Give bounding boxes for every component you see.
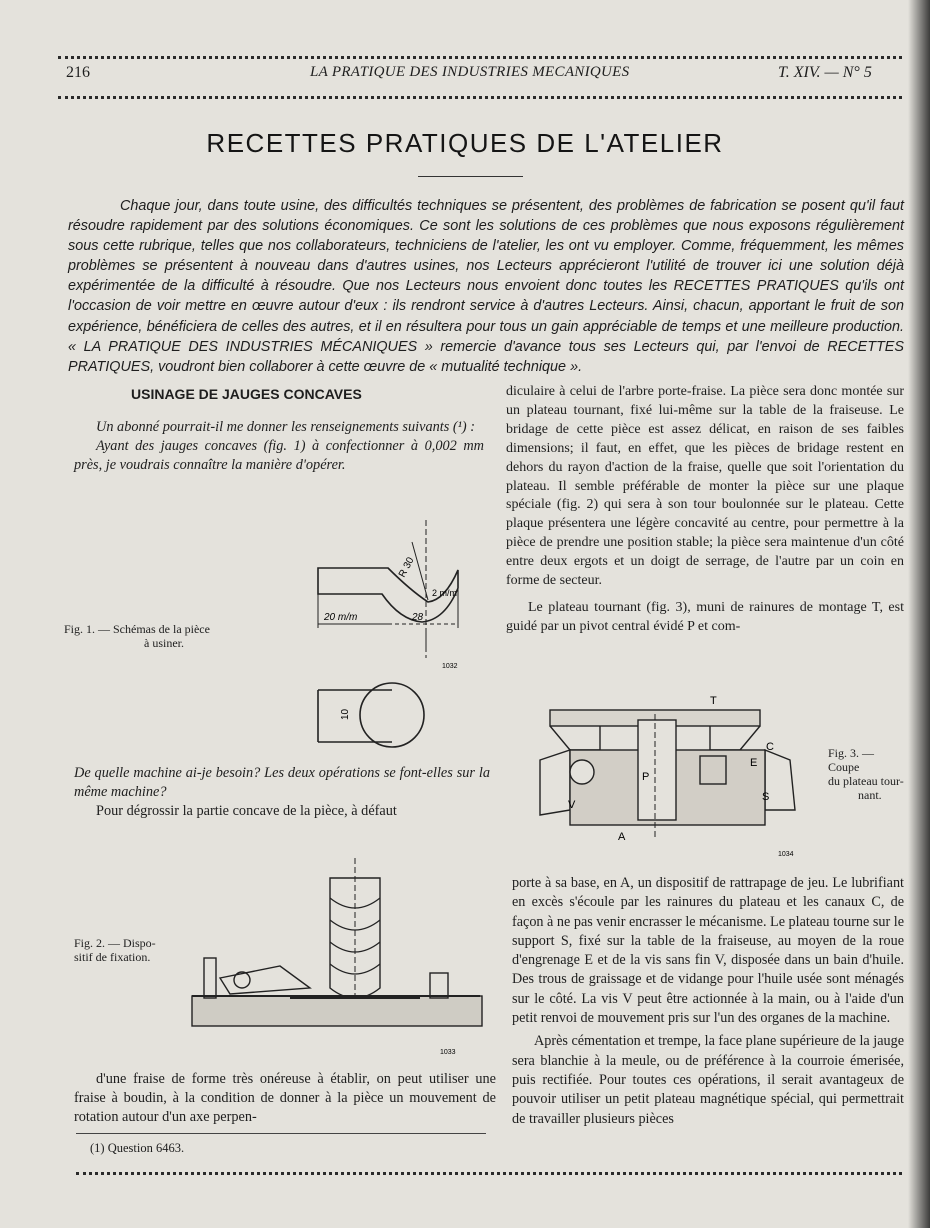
right-paragraph-2: Le plateau tournant (fig. 3), muni de rainures de montage T, est guidé par un pivot central évidé P et com- <box>506 599 904 634</box>
fig1-plate-number: 1032 <box>442 663 458 670</box>
volume-number: T. XIV. — N° 5 <box>778 64 872 81</box>
right-column-bottom <box>512 874 904 1129</box>
right-paragraph-1: diculaire à celui de l'arbre porte-fraise. La pièce sera donc montée sur un plateau tournant, fixé lui-même sur la table de la fraiseuse. Le bridage de cette pièce est assez délicat, en raison de ses faibles dimensions; il faut, en effet, que les pièces de bridage restent en dehors du rayon d'action de la fraise, quelle que soit l'orientation du plateau. Il semble préférable de monter la pièce sur une plaque spéciale (fig. 2) qui sera à son tour boulonnée sur le plateau. Cette plaque présentera une légère concavité au centre, pour permettre à la pièce de prendre une position stable; la pièce sera maintenue d'un côté entre deux ergots et un doigt de serrage, de l'autre par un coin en forme de secteur. <box>506 384 904 589</box>
fig3-label-E: E <box>750 757 758 769</box>
fig1-drawing <box>300 520 480 770</box>
fig1-dim-10: 10 <box>340 708 351 720</box>
left-paragraph-4: Pour dégrossir la partie concave de la pièce, à défaut <box>96 803 397 820</box>
title-underline <box>418 176 523 177</box>
fig1-dim-2: 2 m/m <box>432 588 458 598</box>
fig3-label-S: S <box>762 791 770 803</box>
fig3-label-P: P <box>642 771 650 783</box>
left-paragraph-1: Un abonné pourrait-il me donner les renseignements suivants (¹) : <box>96 419 475 435</box>
fig3-caption <box>828 746 908 802</box>
footnote: (1) Question 6463. <box>90 1141 185 1155</box>
intro-paragraph <box>68 196 904 377</box>
fig3-caption-line3: nant. <box>858 788 882 802</box>
fig1-dim-radius: R 30 <box>396 555 417 580</box>
left-column-bottom <box>74 1070 496 1128</box>
fig1-caption-line1: Fig. 1. — Schémas de la pièce <box>64 622 210 636</box>
fig3-label-C: C <box>766 741 774 753</box>
journal-title: LA PRATIQUE DES INDUSTRIES MECANIQUES <box>310 64 630 80</box>
header-top-rule <box>58 56 902 59</box>
right-paragraph-3: porte à sa base, en A, un dispositif de rattrapage de jeu. Le lubrifiant en excès s'écoule par les rainures du plateau et les canaux C, de façon à ne pas venir encrasser le mécanisme. Le plateau tourne sur le support S, fixé sur la table de la fraiseuse, au moyen de la roue d'engrenage E et de la vis sans fin V, disposée dans un bain d'huile. Des trous de graissage et de vidange pour l'huile usée sont ménagés sur le côté. La vis V peut être actionnée à la main, ou à l'aide d'un petit renvoi de mouvement pris sur l'un des organes de la machine. <box>512 875 904 1027</box>
header-bottom-rule <box>58 96 902 99</box>
right-paragraph-4: Après cémentation et trempe, la face plane supérieure de la jauge sera blanchie à la meule, ou de préférence à la courroie émerisée, puis rectifiée. Pour toutes ces opérations, il serait avantageux de pouvoir utiliser un petit plateau magnétique spécial, qui permettrait de travailler plusieurs pièces <box>512 1033 904 1127</box>
fig2-plate-number: 1033 <box>440 1049 456 1056</box>
fig3-pivot <box>638 720 676 820</box>
right-column-top <box>506 383 904 637</box>
fig2-caption-line2: sitif de fixation. <box>74 950 151 964</box>
footnote-rule <box>76 1133 486 1134</box>
fig3-caption-line1: Fig. 3. — Coupe <box>828 746 875 774</box>
fig1-lower-view-arm <box>318 690 392 742</box>
intro-text: Chaque jour, dans toute usine, des difficultés techniques se présentent, des problèmes de fabrication se posent qu'il faut résoudre rapidement par des solutions économiques. Ce sont les solutions de ces problèmes que nous exposons régulièrement sous cette rubrique, telles que nos collaborateurs, techniciens de l'atelier, les ont vu employer. Comme, fréquemment, les mêmes problèmes se présentent à nouveau dans d'autres usines, nos Lecteurs apprécieront l'utilité de trouver ici une solution déjà expérimentée de la difficulté à résoudre. Que nos Lecteurs nous envoient donc toutes les RECETTES PRATIQUES qu'ils ont l'occasion de voir mettre en œuvre autour d'eux : ils rendront service à d'autres Lecteurs. Ainsi, chacun, apportant le fruit de son expérience, bénéficiera de celles des autres, et il en résultera pour tous un gain appréciable de temps et une meilleure production. « LA PRATIQUE DES INDUSTRIES MÉCANIQUES » remercie d'avance tous ses Lecteurs qui, par l'envoi de RECETTES PRATIQUES, voudront bien collaborer à cette œuvre de « mutualité technique ». <box>68 198 904 375</box>
fig3-label-T: T <box>710 695 717 707</box>
fig1-lower-view-circle <box>360 683 424 747</box>
footer-rule <box>76 1172 902 1175</box>
fig3-label-V: V <box>568 799 576 811</box>
left-column-middle <box>74 764 490 822</box>
page-number: 216 <box>66 64 90 81</box>
fig2-drawing <box>190 858 490 1058</box>
fig3-caption-line2: du plateau tour- <box>828 774 904 788</box>
left-paragraph-3: De quelle machine ai-je besoin? Les deux opérations se font-elles sur la même machine? <box>74 765 490 801</box>
fig2-base-plate <box>192 996 482 1026</box>
left-column-top <box>74 418 484 476</box>
page-title: RECETTES PRATIQUES DE L'ATELIER <box>206 128 724 158</box>
fig2-caption-line1: Fig. 2. — Dispo- <box>74 936 156 950</box>
fig3-label-A: A <box>618 831 626 843</box>
fig1-caption-line2: à usiner. <box>144 636 184 650</box>
fig3-drawing <box>540 690 820 860</box>
fig2-caption <box>74 936 194 964</box>
left-paragraph-2: Ayant des jauges concaves (fig. 1) à confectionner à 0,002 mm près, je voudrais connaître la manière d'opérer. <box>74 438 484 474</box>
fig1-caption <box>64 622 284 650</box>
section-title: USINAGE DE JAUGES CONCAVES <box>131 386 362 402</box>
fig1-dim-28: 28 <box>412 612 424 623</box>
fig3-plate-number: 1034 <box>778 851 794 858</box>
fig1-dim-20: 20 m/m <box>324 612 358 623</box>
page-edge-shadow <box>908 0 930 1228</box>
left-paragraph-5: d'une fraise de forme très onéreuse à établir, on peut utiliser une fraise à boudin, à la condition de donner à la pièce un mouvement de rotation autour d'un axe perpen- <box>74 1071 496 1126</box>
